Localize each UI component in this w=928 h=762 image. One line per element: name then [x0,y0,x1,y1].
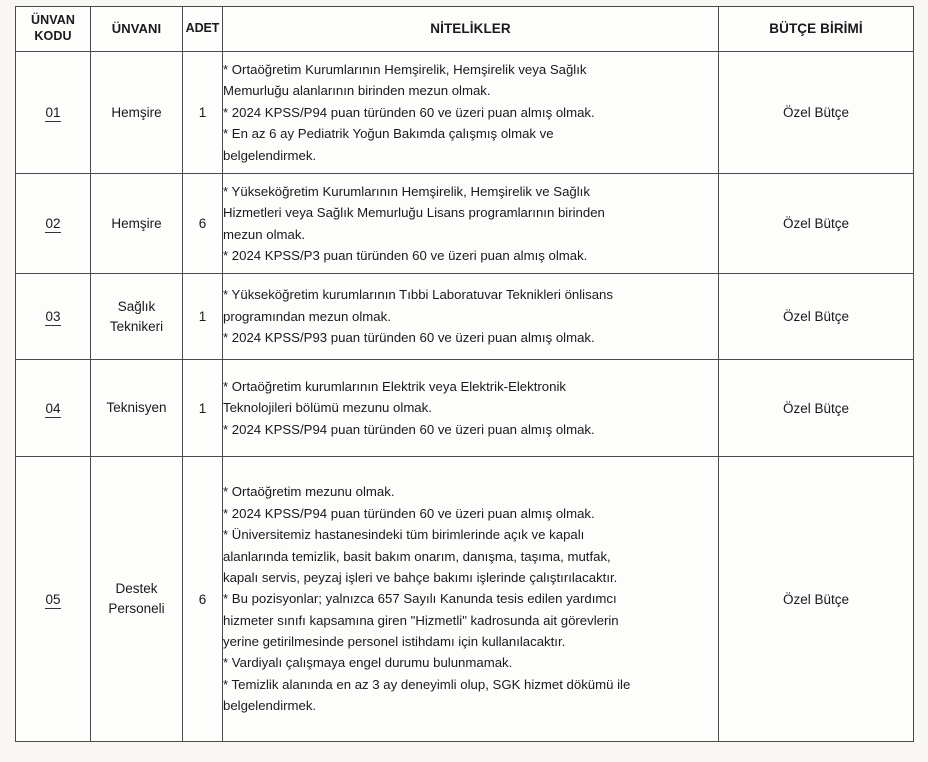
unvan-kodu-value: 03 [45,309,61,324]
cell-unvani: Hemşire [91,52,183,174]
nitelik-line: belgelendirmek. [223,147,317,163]
qualifications-table [15,6,914,742]
nitelik-line: * Ortaöğretim Kurumlarının Hemşirelik, Hemşirelik veya Sağlık [223,62,587,78]
nitelik-line: * Vardiyalı çalışmaya engel durumu bulunmamak. [223,655,513,671]
qualifications-table-wrapper [15,6,913,742]
nitelik-line: hizmeter sınıfı kapsamına giren "Hizmetli" kadrosunda ait görevlerin [223,612,619,628]
cell-adet: 1 [183,360,223,457]
cell-butce-birimi: Özel Bütçe [719,174,914,274]
unvan-kodu-value: 02 [45,216,61,231]
nitelik-line: Hizmetleri veya Sağlık Memurluğu Lisans programlarının birinden [223,205,605,221]
table-row [16,360,914,457]
nitelik-line: kapalı servis, peyzaj işleri ve bahçe bakımı işlerinde çalıştırılacaktır. [223,569,618,585]
nitelik-line: Memurluğu alanlarının birinden mezun olmak. [223,83,491,99]
cell-unvani [91,274,183,360]
cell-butce-birimi: Özel Bütçe [719,360,914,457]
cell-unvan-kodu [16,457,91,742]
cell-unvan-kodu [16,174,91,274]
cell-unvani: Hemşire [91,174,183,274]
cell-adet: 6 [183,457,223,742]
nitelik-line: * 2024 KPSS/P94 puan türünden 60 ve üzeri puan almış olmak. [223,104,595,120]
table-row [16,457,914,742]
cell-unvani [91,457,183,742]
cell-unvan-kodu [16,360,91,457]
nitelik-line: * Temizlik alanında en az 3 ay deneyimli olup, SGK hizmet dökümü ile [223,676,631,692]
column-header-unvan-kodu [16,7,91,52]
cell-adet: 1 [183,274,223,360]
nitelik-line: Teknolojileri bölümü mezunu olmak. [223,400,432,416]
nitelik-line: * Yükseköğretim kurumlarının Tıbbi Laboratuvar Teknikleri önlisans [223,287,613,303]
table-header-row [16,7,914,52]
cell-nitelikler [223,52,719,174]
nitelik-line: * 2024 KPSS/P94 puan türünden 60 ve üzeri puan almış olmak. [223,421,595,437]
column-header-unvani: ÜNVANI [91,7,183,52]
nitelik-line: * 2024 KPSS/P93 puan türünden 60 ve üzeri puan almış olmak. [223,330,595,346]
table-row [16,274,914,360]
cell-unvan-kodu [16,274,91,360]
cell-butce-birimi: Özel Bütçe [719,52,914,174]
cell-unvani-line1: Sağlık [117,298,156,314]
nitelik-line: alanlarında temizlik, basit bakım onarım, danışma, taşıma, mutfak, [223,548,611,564]
column-header-unvan-kodu-line2: KODU [34,29,72,43]
unvan-kodu-value: 04 [45,400,61,416]
column-header-adet: ADET [183,7,223,52]
cell-butce-birimi: Özel Bütçe [719,457,914,742]
cell-adet: 6 [183,174,223,274]
table-row [16,52,914,174]
table-body [16,52,914,742]
cell-unvani-line2: Personeli [108,601,165,616]
unvan-kodu-value: 01 [45,105,61,120]
column-header-nitelikler: NİTELİKLER [223,7,719,52]
cell-unvani-line2: Teknikeri [109,318,164,334]
column-header-butce-birimi: BÜTÇE BİRİMİ [719,7,914,52]
table-header [16,7,914,52]
nitelik-line: * Ortaöğretim mezunu olmak. [223,484,395,500]
nitelik-line: * Ortaöğretim kurumlarının Elektrik veya Elektrik-Elektronik [223,378,566,394]
cell-unvani-line1: Destek [115,581,158,597]
cell-unvan-kodu [16,52,91,174]
unvan-kodu-value: 05 [45,591,61,607]
nitelik-line: * 2024 KPSS/P3 puan türünden 60 ve üzeri puan almış olmak. [223,247,588,263]
nitelik-line: * Bu pozisyonlar; yalnızca 657 Sayılı Kanunda tesis edilen yardımcı [223,591,617,607]
cell-nitelikler [223,457,719,742]
cell-adet: 1 [183,52,223,174]
nitelik-line: yerine getirilmesinde personel istihdamı için kullanılacaktır. [223,634,566,650]
nitelik-line: * En az 6 ay Pediatrik Yoğun Bakımda çalışmış olmak ve [223,126,554,142]
cell-butce-birimi: Özel Bütçe [719,274,914,360]
nitelik-line: belgelendirmek. [223,698,317,714]
nitelik-line: * 2024 KPSS/P94 puan türünden 60 ve üzeri puan almış olmak. [223,505,595,521]
cell-nitelikler [223,360,719,457]
nitelik-line: * Üniversitemiz hastanesindeki tüm birimlerinde açık ve kapalı [223,527,585,543]
table-row [16,174,914,274]
cell-nitelikler [223,174,719,274]
cell-nitelikler [223,274,719,360]
nitelik-line: * Yükseköğretim Kurumlarının Hemşirelik, Hemşirelik ve Sağlık [223,183,590,199]
cell-unvani: Teknisyen [91,360,183,457]
nitelik-line: programından mezun olmak. [223,308,391,324]
column-header-unvan-kodu-line1: ÜNVAN [30,13,76,28]
nitelik-line: mezun olmak. [223,226,306,242]
